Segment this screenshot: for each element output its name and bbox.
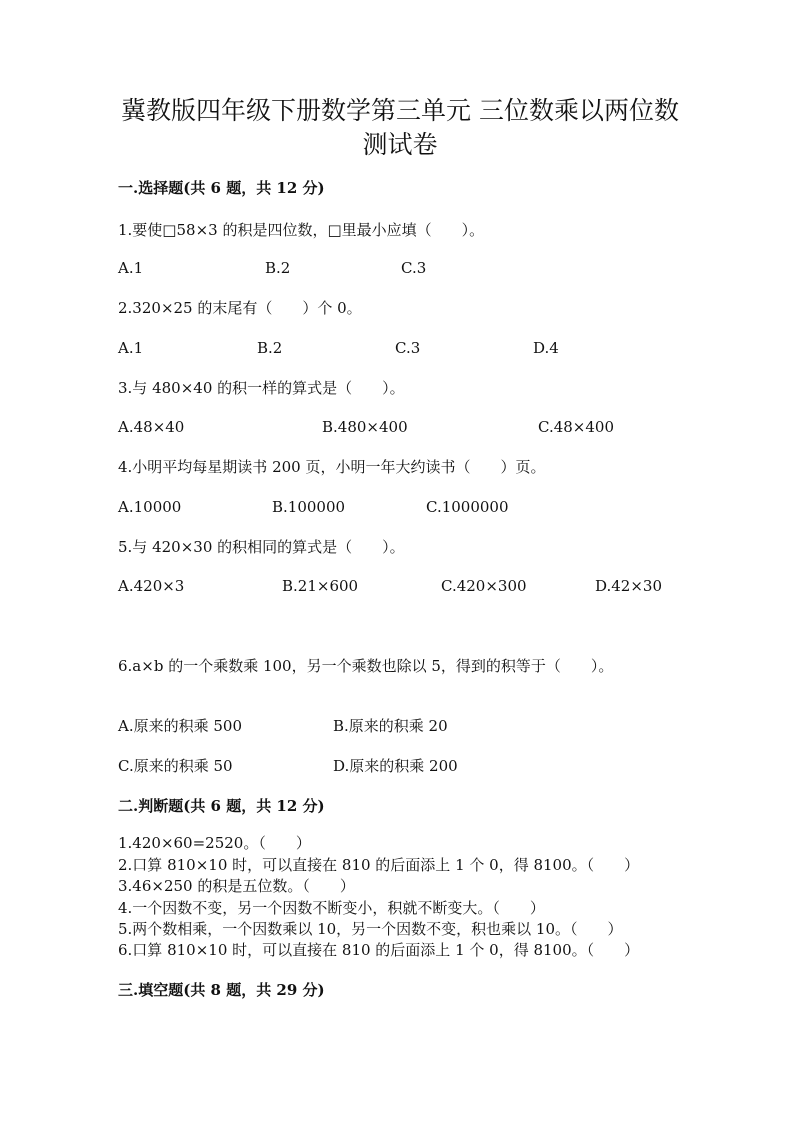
question-5-option-c: C.420×300 [441,577,527,595]
section-heading-choice: 一.选择题(共 6 题，共 12 分) [118,179,325,197]
question-4-option-b: B.100000 [272,498,346,516]
judge-item-6: 6.口算 810×10 时，可以直接在 810 的后面添上 1 个 0，得 8100。（ ） [118,941,640,959]
question-5-option-d: D.42×30 [595,577,663,595]
question-4-option-a: A.10000 [118,498,182,516]
question-6: 6.a×b 的一个乘数乘 100，另一个乘数也除以 5，得到的积等于（ ）。 [118,657,614,675]
question-5: 5.与 420×30 的积相同的算式是（ ）。 [118,538,405,556]
question-1-option-a: A.1 [118,259,144,277]
question-2-option-b: B.2 [257,339,283,357]
question-1: 1.要使□58×3 的积是四位数，□里最小应填（ ）。 [118,221,485,239]
question-2-option-c: C.3 [395,339,421,357]
question-3: 3.与 480×40 的积一样的算式是（ ）。 [118,379,405,397]
question-6-option-c: C.原来的积乘 50 [118,757,233,775]
question-2-option-d: D.4 [533,339,559,357]
section-heading-judge: 二.判断题(共 6 题，共 12 分) [118,797,325,815]
question-1-option-b: B.2 [265,259,291,277]
section-heading-fill: 三.填空题(共 8 题，共 29 分) [118,981,325,999]
question-4: 4.小明平均每星期读书 200 页，小明一年大约读书（ ）页。 [118,458,546,476]
question-6-option-b: B.原来的积乘 20 [333,717,448,735]
question-6-option-d: D.原来的积乘 200 [333,757,458,775]
question-3-option-a: A.48×40 [118,418,185,436]
question-5-option-b: B.21×600 [282,577,359,595]
judge-item-4: 4.一个因数不变，另一个因数不断变小，积就不断变大。（ ） [118,899,545,917]
judge-item-5: 5.两个数相乘，一个因数乘以 10，另一个因数不变，积也乘以 10。（ ） [118,920,623,938]
question-2: 2.320×25 的末尾有（ ）个 0。 [118,299,362,317]
page-title: 冀教版四年级下册数学第三单元 三位数乘以两位数 [121,96,679,125]
question-3-option-b: B.480×400 [322,418,408,436]
question-5-option-a: A.420×3 [118,577,185,595]
question-4-option-c: C.1000000 [426,498,509,516]
question-1-option-c: C.3 [401,259,427,277]
judge-item-3: 3.46×250 的积是五位数。（ ） [118,877,355,895]
judge-item-2: 2.口算 810×10 时，可以直接在 810 的后面添上 1 个 0，得 8100。（ ） [118,856,640,874]
question-6-option-a: A.原来的积乘 500 [118,717,242,735]
question-3-option-c: C.48×400 [538,418,614,436]
judge-item-1: 1.420×60=2520。（ ） [118,834,311,852]
question-2-option-a: A.1 [118,339,144,357]
page-title-line-2: 测试卷 [362,130,438,159]
